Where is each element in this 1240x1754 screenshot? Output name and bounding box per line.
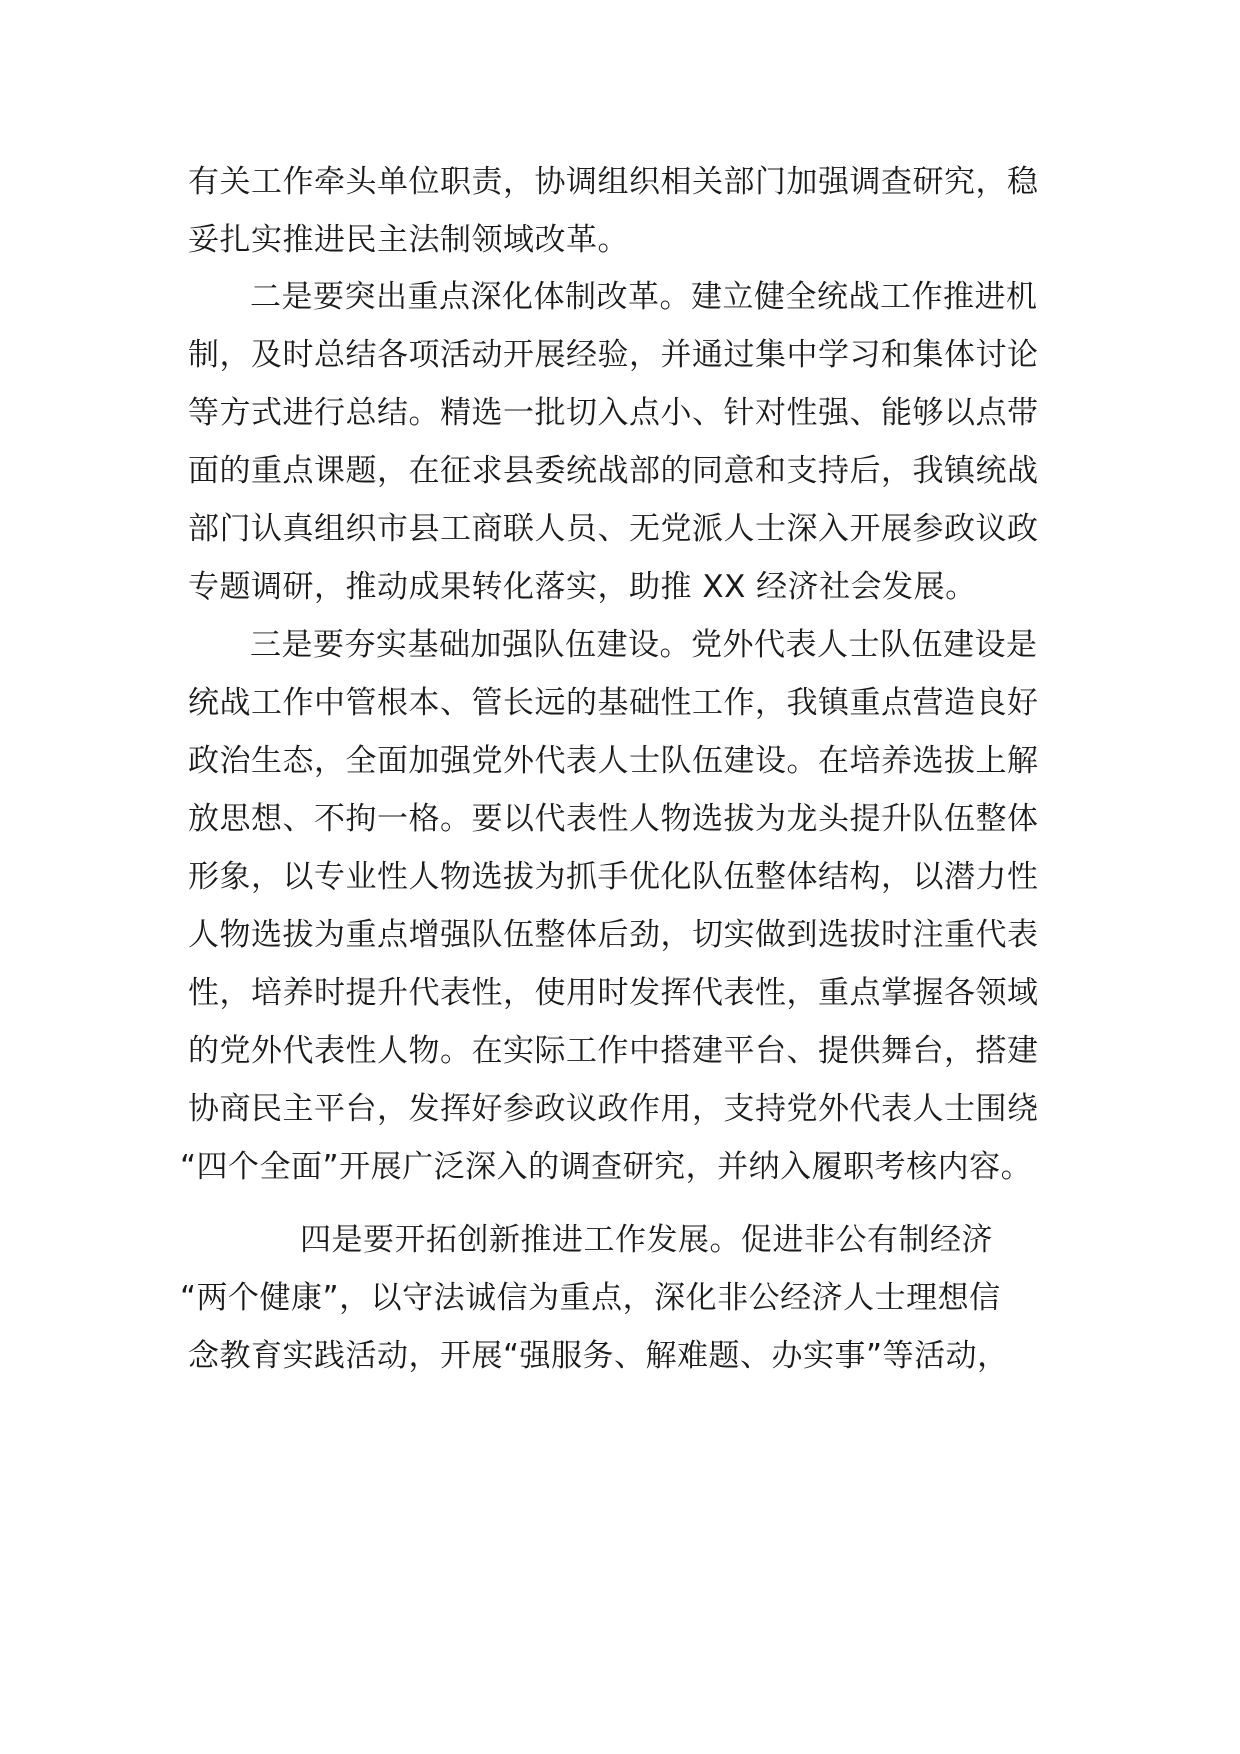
- paragraph-4-first-line: 四是要开拓创新推进工作发展。促进非公有制经济: [300, 1222, 993, 1258]
- text-line: 有关工作牵头单位职责，协调组织相关部门加强调查研究，稳: [188, 164, 1039, 200]
- text-line: 人物选拔为重点增强队伍整体后劲，切实做到选拔时注重代表: [188, 917, 1039, 953]
- paragraph-3-first-line: 三是要夯实基础加强队伍建设。党外代表人士队伍建设是: [250, 627, 1038, 663]
- text-line: 部门认真组织市县工商联人员、无党派人士深入开展参政议政: [188, 511, 1039, 547]
- text-line: 形象，以专业性人物选拔为抓手优化队伍整体结构，以潜力性: [188, 859, 1039, 895]
- text-line: “四个全面”开展广泛深入的调查研究，并纳入履职考核内容。: [180, 1149, 1033, 1185]
- text-line: “两个健康”，以守法诚信为重点，深化非公经济人士理想信: [180, 1280, 1001, 1316]
- text-line: 面的重点课题，在征求县委统战部的同意和支持后，我镇统战: [188, 453, 1039, 489]
- text-line: 性，培养时提升代表性，使用时发挥代表性，重点掌握各领域: [188, 975, 1039, 1011]
- text-line: 专题调研，推动成果转化落实，助推 XX 经济社会发展。: [188, 569, 977, 605]
- text-line: 统战工作中管根本、管长远的基础性工作，我镇重点营造良好: [188, 685, 1039, 721]
- text-line: 协商民主平台，发挥好参政议政作用，支持党外代表人士围绕: [188, 1091, 1039, 1127]
- text-line: 等方式进行总结。精选一批切入点小、针对性强、能够以点带: [188, 395, 1039, 431]
- paragraph-2-first-line: 二是要突出重点深化体制改革。建立健全统战工作推进机: [250, 279, 1038, 315]
- text-line: 的党外代表性人物。在实际工作中搭建平台、提供舞台，搭建: [188, 1033, 1039, 1069]
- text-line: 政治生态，全面加强党外代表人士队伍建设。在培养选拔上解: [188, 743, 1039, 779]
- text-line: 制，及时总结各项活动开展经验，并通过集中学习和集体讨论: [188, 337, 1039, 373]
- text-line: 念教育实践活动，开展“强服务、解难题、办实事”等活动，: [188, 1338, 1009, 1374]
- text-line: 妥扎实推进民主法制领域改革。: [188, 222, 629, 258]
- text-line: 放思想、不拘一格。要以代表性人物选拔为龙头提升队伍整体: [188, 801, 1039, 837]
